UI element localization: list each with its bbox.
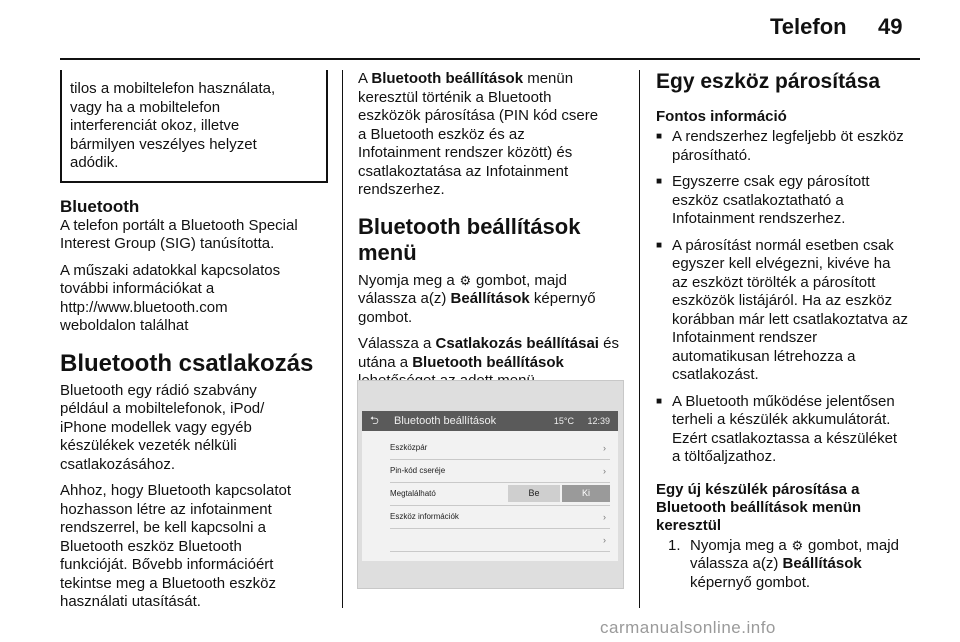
bullet-square-icon: ■: [656, 239, 663, 251]
important-info-heading: Fontos információ: [656, 108, 787, 125]
chevron-right-icon: ›: [603, 466, 606, 476]
settings-menu-heading: Bluetooth beállítások menü: [358, 213, 581, 265]
menu-item-discoverable: Megtalálható Be Ki: [390, 483, 610, 506]
warning-line: adódik.: [70, 154, 119, 171]
connection-paragraph-2: Ahhoz, hogy Bluetooth kapcsolatot hozhasson létre az infotainment rendszerrel, be kell kapcsolni a Bluetooth eszköz Bluetooth funkcióját. Bővebb információért tekintse meg a Bluetooth eszköz használati utasítását.: [60, 482, 291, 610]
bluetooth-paragraph-1: A telefon portált a Bluetooth Special Interest Group (SIG) tanúsította.: [60, 216, 298, 252]
chevron-right-icon: ›: [603, 512, 606, 522]
infotainment-screen: [362, 411, 618, 561]
bullet-square-icon: ■: [656, 131, 663, 142]
settings-intro-paragraph: A Bluetooth beállítások menün keresztül történik a Bluetooth eszközök párosítása (PIN kód csere a Bluetooth eszköz és az Infotainment rendszer között) és csatlakoztatása az Infotainment rendszerhez.: [358, 70, 599, 198]
menu-item-device-pair[interactable]: Eszközpár ›: [390, 437, 610, 460]
chevron-right-icon: ›: [603, 443, 606, 453]
step-item: 1. Nyomja meg a ⚙ gombot, majd válassza a(z) Beállítások képernyő gombot.: [668, 536, 899, 591]
infotainment-screenshot: [357, 380, 624, 589]
toggle-off-button[interactable]: Ki: [562, 485, 610, 502]
bluetooth-heading: Bluetooth: [60, 196, 140, 216]
step-number: 1.: [668, 536, 681, 554]
page-number: 49: [878, 14, 903, 39]
bullet-item: ■ Egyszerre csak egy párosított eszköz csatlakoztatható a Infotainment rendszerhez.: [656, 173, 870, 227]
screen-title-bar: [362, 411, 618, 431]
header-rule: [60, 58, 920, 60]
page-header-title: Telefon: [770, 14, 847, 39]
settings-menu-paragraph-1: Nyomja meg a ⚙ gombot, majd válassza a(z) Beállítások képernyő gombot.: [358, 271, 596, 326]
connection-heading: Bluetooth csatlakozás: [60, 349, 314, 377]
column-divider-1: [342, 70, 343, 608]
menu-item-pin-change[interactable]: Pin-kód cseréje ›: [390, 460, 610, 483]
settings-gear-icon: ⚙: [459, 272, 472, 288]
column-1: [60, 70, 328, 620]
new-device-heading: Egy új készülék párosítása a Bluetooth beállítások menün keresztül: [656, 480, 862, 534]
menu-item-device-info[interactable]: Eszköz információk ›: [390, 506, 610, 529]
pairing-heading: Egy eszköz párosítása: [656, 70, 881, 93]
bullet-square-icon: ■: [656, 176, 663, 187]
column-2: [358, 70, 624, 417]
bullet-item: ■ A Bluetooth működése jelentősen terheli a készülék akkumulátorát. Ezért csatlakoztassa a készüléket a töltőaljzathoz.: [656, 392, 898, 465]
bluetooth-paragraph-2: A műszaki adatokkal kapcsolatos további információkat a http://www.bluetooth.com weboldalon találhat: [60, 261, 281, 334]
bullet-item: ■ A rendszerhez legfeljebb öt eszköz párosítható.: [656, 128, 904, 164]
settings-menu-paragraph-2: Válassza a Csatlakozás beállításai és utána a Bluetooth beállítások: [358, 335, 619, 371]
warning-line: bármilyen veszélyes helyzet: [70, 135, 257, 153]
warning-box: [60, 70, 328, 183]
warning-line: vagy ha a mobiltelefon: [70, 98, 221, 116]
chevron-right-icon: ›: [603, 535, 606, 545]
warning-line: interferenciát okoz, illetve: [70, 117, 240, 134]
settings-gear-icon: ⚙: [791, 537, 804, 553]
screen-title: Bluetooth beállítások: [394, 415, 497, 427]
menu-item-empty[interactable]: [390, 529, 610, 552]
column-3: [656, 70, 924, 600]
back-arrow-icon[interactable]: ⮌: [370, 415, 379, 427]
screen-temperature: 15°C: [553, 416, 574, 426]
screen-time: 12:39: [587, 416, 610, 426]
toggle-on-button[interactable]: Be: [508, 485, 560, 502]
warning-line: tilos a mobiltelefon használata,: [70, 80, 276, 97]
bluetooth-url: http://www.bluetooth.com: [60, 298, 228, 316]
connection-paragraph-1: Bluetooth egy rádió szabvány például a mobiltelefonok, iPod/ iPhone modellek vagy egyéb készülékek vezeték nélküli csatlakozásához.: [60, 381, 265, 473]
watermark: carmanualsonline.info: [600, 618, 776, 637]
screen-menu-list: [390, 437, 610, 552]
bullet-item: ■ A párosítást normál esetben csak egyszer kell elvégezni, kivéve ha az eszközt törölték a párosított eszközök listájáról. Ha az eszköz korábban már lett csatlakoztatva az Infotainment rendszer automatikusan létrehozza a csatlakozást.: [656, 236, 908, 383]
column-divider-2: [639, 70, 640, 608]
bullet-square-icon: ■: [656, 395, 663, 407]
